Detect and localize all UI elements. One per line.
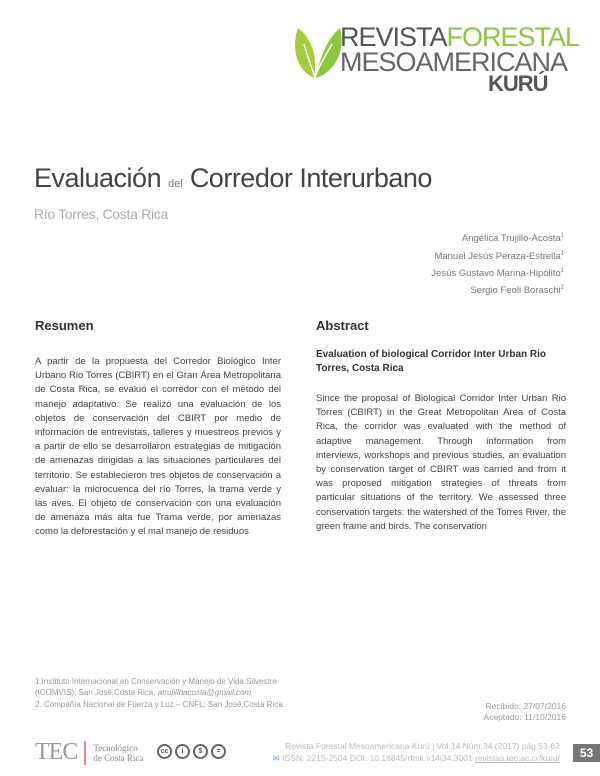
article-title: Evaluación del Corredor Interurbano	[34, 163, 432, 193]
journal-url-link[interactable]: revistas.tec.ac.cr/kuru/	[474, 753, 560, 763]
abstract-text: Since the proposal of Biological Corridor Inter Urban Rio Torres (CBIRT) in the Great Metropolitan Area of Costa Rica, the corridor was evaluated with the method of adaptive management. Through information from interviews, workshops and previous studies, an evaluation by conservation target of CBIRT was carried and from it was proposed mitigation strategies of threats from particular situations of the territory. We assessed three conservation targets: the watershed of the Torres River, the green frame and birds. The conservation	[316, 393, 566, 532]
logo-text: KURÚ	[488, 71, 548, 96]
author: Sergio Feoli Boraschi$^2$	[470, 285, 564, 297]
author: Manuel Jesús Peraza-Estrella$^1$	[434, 251, 564, 263]
by-icon: i	[175, 744, 190, 759]
creative-commons-icon	[157, 744, 226, 759]
accepted-date: Aceptado: 11/10/2016	[483, 712, 566, 722]
author: Jesús Gustavo Marina-Hipólito$^1$	[431, 268, 564, 280]
footnote-1: 1.Instituto Internacional en Conservación y Manejo de Vida Silvestre (ICOMVIS); San José,Costa Rica; atrujillbacosta@gmail.com	[35, 677, 277, 697]
logo-text: MESOAMERICANA	[340, 47, 568, 77]
resumen-heading: Resumen	[35, 318, 94, 333]
resumen-text: A partir de la propuesta del Corredor Biológico Inter Urbano Rio Torres (CBIRT) en el Gran Área Metropolitana de Costa Rica, se evaluó el corredor con el método del manejo adaptativo. Se realizó una evaluación de los objetos de conservación del CBIRT por medio de información de entrevistas, talleres y muestreos previos y a partir de ello se desarrollaron estrategias de mitigación de amenazas dirigidas a las situaciones particulares del territorio. Se establecieron tres objetos de conservación a evaluar: la microcuenca del río Torres, la trama verde y las aves. El objeto de conservación con una evaluación de amenaza más alta fue Trama verde, por amenazas como la deforestación y el mal manejo de residuos	[35, 356, 281, 538]
author: Angélica Trujillo-Acosta$^1$	[461, 233, 564, 245]
footnote-2: 2. Compañía Nacional de Fuerza y Luz – CNFL; San José,Costa Rica.	[35, 700, 285, 709]
received-date: Recibido: 27/07/2016	[485, 701, 566, 711]
logo-text: FORESTAL	[446, 22, 580, 52]
nd-icon: =	[211, 744, 226, 759]
abstract-subheading: Evaluation of biological Corridor Inter Urban Rio Torres, Costa Rica	[316, 349, 547, 374]
email-link[interactable]: atrujillbacosta@gmail.com	[157, 688, 252, 697]
cc-icon: cc	[157, 744, 172, 759]
nc-icon: $	[193, 744, 208, 759]
logo-text: REVISTA	[340, 22, 447, 52]
tec-logo: TEC Tecnológico de Costa Rica	[35, 739, 144, 765]
abstract-heading: Abstract	[316, 318, 369, 333]
page-number: 53	[573, 744, 600, 762]
article-subtitle: Río Torres, Costa Rica	[34, 206, 168, 222]
journal-logo	[292, 18, 592, 98]
journal-citation: Revista Forestal Mesoamericana Kurú | Vol.14 Núm.34 (2017) pág.53-62	[285, 741, 560, 751]
leaf-logo-icon	[292, 24, 342, 82]
issn-doi: ✉ ISSN: 2215-2504 DOI: 10.18845/rfmk.v14i34.3001 revistas.tec.ac.cr/kuru/	[272, 753, 560, 763]
mail-icon: ✉	[272, 753, 280, 763]
